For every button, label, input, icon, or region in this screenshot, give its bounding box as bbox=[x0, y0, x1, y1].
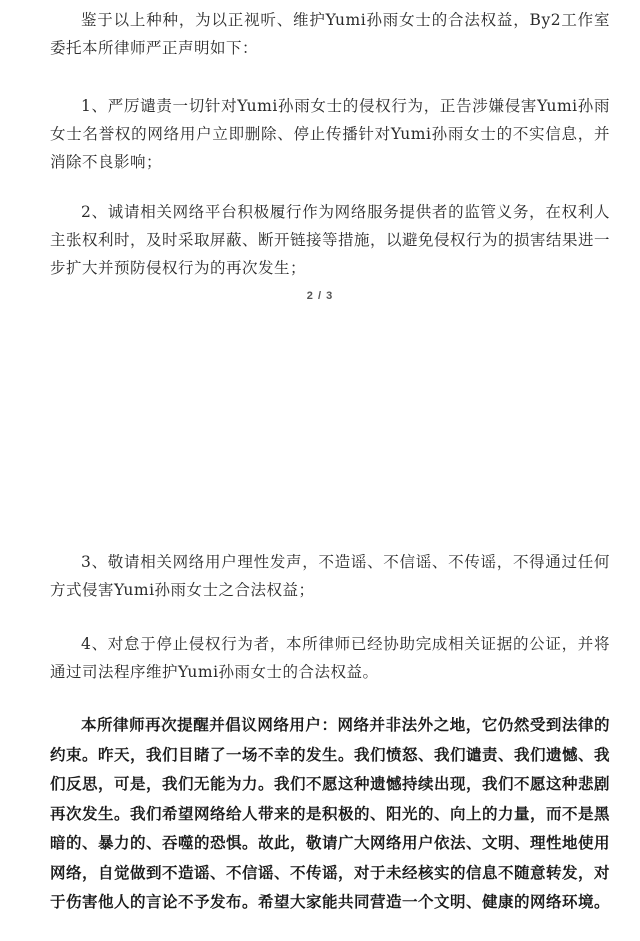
statement-item-1: 1、严厉谴责一切针对Yumi孙雨女士的侵权行为，正告涉嫌侵害Yumi孙雨女士名誉权的网络用户立即删除、停止传播针对Yumi孙雨女士的不实信息，并消除不良影响； bbox=[50, 97, 610, 171]
closing-paragraph: 本所律师再次提醒并倡议网络用户：网络并非法外之地，它仍然受到法律的约束。昨天，我们目睹了一场不幸的发生。我们愤怒、我们谴责、我们遗憾、我们反思，可是，我们无能为力。我们不愿这种遗憾持续出现，我们不愿这种悲剧再次发生。我们希望网络给人带来的是积极的、阳光的、向上的力量，而不是黑暗的、暴力的、吞噬的恐惧。故此，敬请广大网络用户依法、文明、理性地使用网络，自觉做到不造谣、不信谣、不传谣，对于未经核实的信息不随意转发，对于伤害他人的言论不予发布。希望大家能共同营造一个文明、健康的网络环境。 bbox=[50, 715, 611, 911]
intro-paragraph: 鉴于以上种种，为以正视听、维护Yumi孙雨女士的合法权益，By2工作室委托本所律师严正声明如下： bbox=[50, 11, 610, 57]
statement-item-4: 4、对怠于停止侵权行为者，本所律师已经协助完成相关证据的公证，并将通过司法程序维护Yumi孙雨女士的合法权益。 bbox=[50, 635, 610, 681]
page-number: 2 / 3 bbox=[306, 290, 334, 302]
statement-item-2: 2、诚请相关网络平台积极履行作为网络服务提供者的监管义务，在权利人主张权利时，及时采取屏蔽、断开链接等措施，以避免侵权行为的损害结果进一步扩大并预防侵权行为的再次发生； bbox=[50, 203, 611, 277]
statement-item-3: 3、敬请相关网络用户理性发声，不造谣、不信谣、不传谣，不得通过任何方式侵害Yumi孙雨女士之合法权益； bbox=[50, 553, 610, 599]
